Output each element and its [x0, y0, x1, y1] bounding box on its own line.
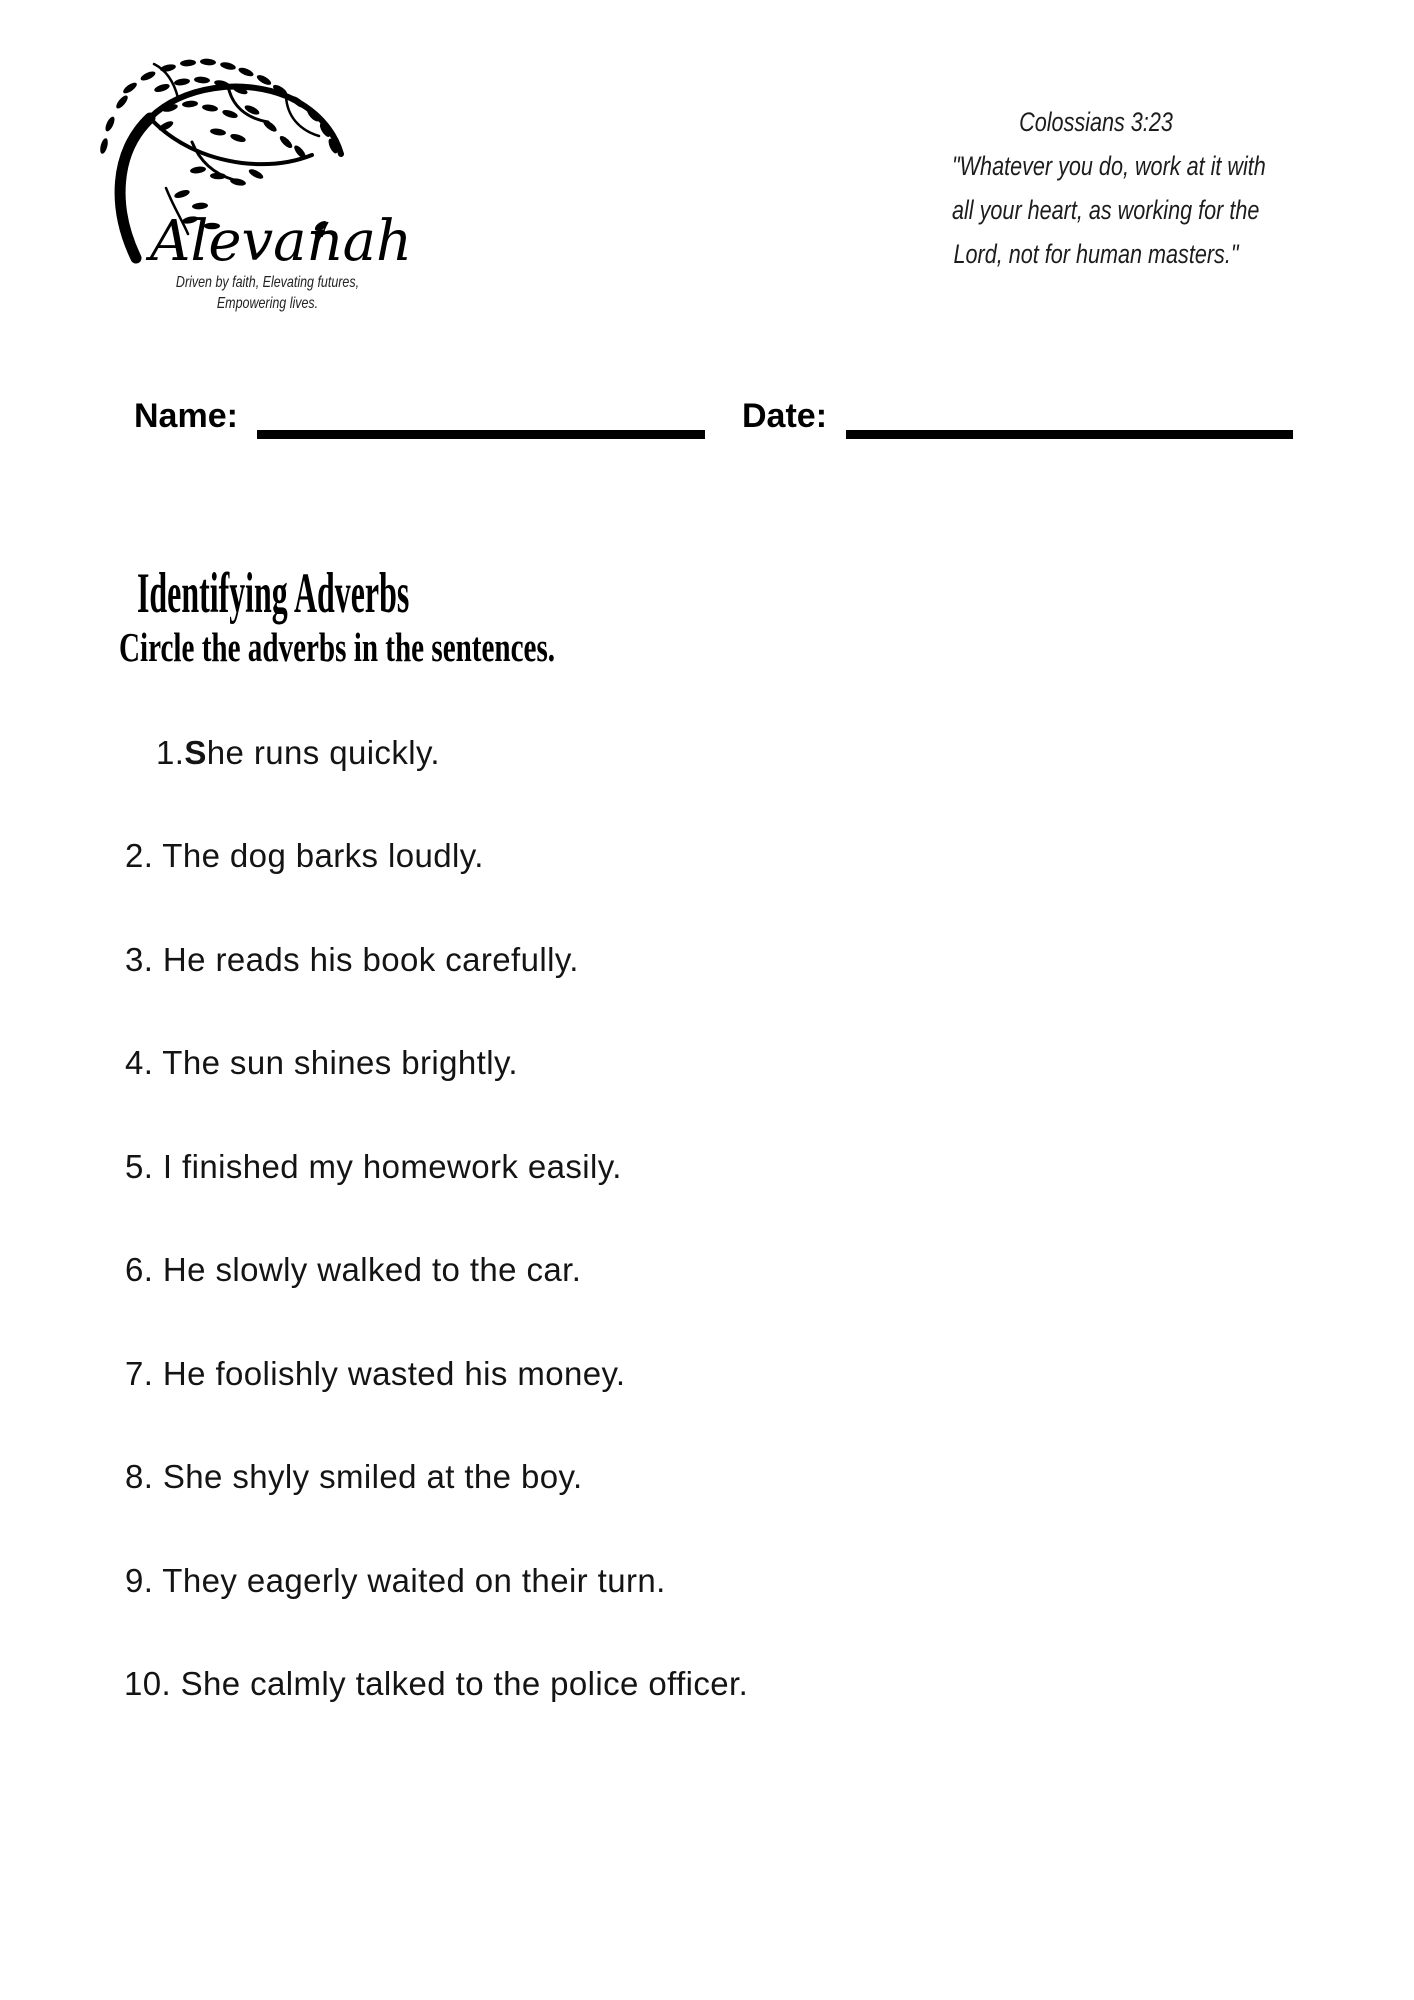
item-text: The sun shines brightly. [153, 1044, 518, 1081]
brand-tagline [164, 272, 371, 314]
item-number: 8. [125, 1458, 154, 1495]
item-text: He foolishly wasted his money. [153, 1355, 626, 1392]
sentence-item-4 [125, 1042, 518, 1084]
sentence-item-10 [124, 1663, 748, 1705]
item-bold-letter: S [184, 734, 207, 771]
sentence-item-8 [125, 1456, 583, 1498]
item-number: 6. [125, 1251, 154, 1288]
sentence-item-9 [125, 1560, 666, 1602]
item-text: They eagerly waited on their turn. [153, 1562, 666, 1599]
item-text: She calmly talked to the police officer. [171, 1665, 749, 1702]
sentence-item-6 [125, 1249, 581, 1291]
item-text: he runs quickly. [206, 734, 440, 771]
verse-line-3: Lord, not for human masters." [953, 239, 1239, 269]
verse-line-1: "Whatever you do, work at it with [952, 151, 1266, 181]
name-label: Name: [134, 397, 238, 435]
tagline-line-1: Driven by faith, Elevating futures, [175, 274, 360, 291]
item-number: 1. [156, 734, 185, 771]
sentence-item-3 [125, 939, 579, 981]
tagline-line-2: Empowering lives. [216, 295, 319, 312]
worksheet-instructions: Circle the adverbs in the sentences. [119, 624, 556, 670]
date-blank-line [846, 430, 1293, 439]
sentence-item-7 [125, 1353, 626, 1395]
item-number: 2. [125, 837, 154, 874]
item-number: 5. [125, 1148, 154, 1185]
name-blank-line [257, 430, 705, 439]
verse-line-2: all your heart, as working for the [952, 195, 1260, 225]
date-label: Date: [742, 397, 828, 435]
item-number: 7. [125, 1355, 154, 1392]
bible-verse [952, 100, 1266, 276]
item-text: The dog barks loudly. [153, 837, 484, 874]
item-text: I finished my homework easily. [153, 1148, 622, 1185]
item-text: She shyly smiled at the boy. [153, 1458, 583, 1495]
sentence-item-5 [125, 1146, 622, 1188]
brand-name: Alevanah [150, 209, 413, 274]
verse-reference: Colossians 3:23 [1019, 107, 1173, 137]
item-number: 9. [125, 1562, 154, 1599]
item-number: 10. [124, 1665, 172, 1702]
item-number: 3. [125, 941, 154, 978]
sentence-item-2 [125, 835, 484, 877]
worksheet-title: Identifying Adverbs [137, 562, 410, 625]
sentence-item-1 [156, 732, 440, 774]
item-text: He slowly walked to the car. [153, 1251, 582, 1288]
item-number: 4. [125, 1044, 154, 1081]
item-text: He reads his book carefully. [153, 941, 579, 978]
